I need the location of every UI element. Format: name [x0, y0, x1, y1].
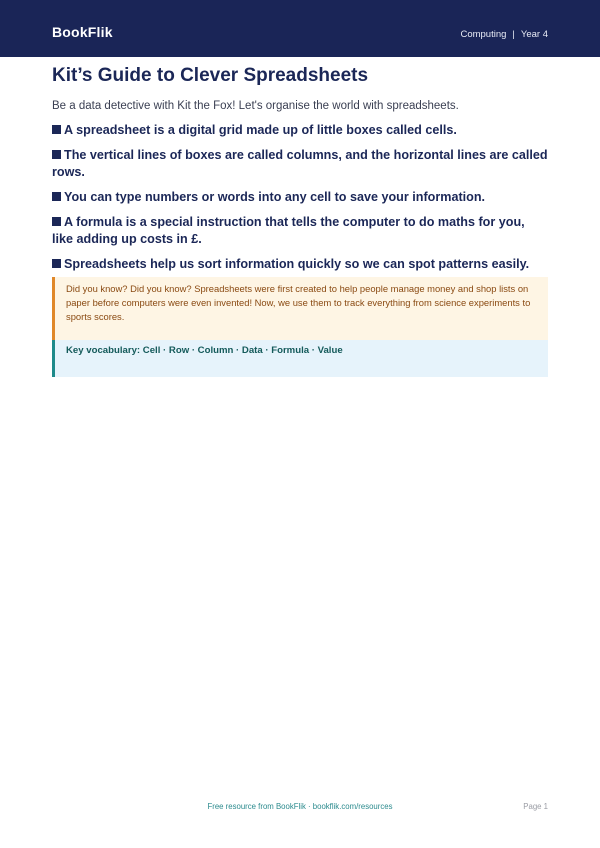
key-point: [52, 214, 548, 248]
key-point: [52, 256, 548, 273]
key-vocabulary-box: Key vocabulary: Cell · Row · Column · Data · Formula · Value: [52, 340, 548, 377]
key-points-list: [52, 122, 548, 281]
key-point: [52, 147, 548, 181]
subject-label: Computing: [460, 29, 507, 40]
footer-resource-link[interactable]: Free resource from BookFlik · bookflik.com/resources: [207, 802, 393, 811]
page-header: [0, 0, 600, 57]
square-bullet-icon: [52, 192, 61, 201]
square-bullet-icon: [52, 217, 61, 226]
square-bullet-icon: [52, 259, 61, 268]
key-point-text: Spreadsheets help us sort information quickly so we can spot patterns easily.: [64, 257, 530, 271]
key-point: [52, 122, 548, 139]
square-bullet-icon: [52, 150, 61, 159]
key-point-text: A spreadsheet is a digital grid made up of little boxes called cells.: [64, 123, 457, 137]
key-point-text: The vertical lines of boxes are called columns, and the horizontal lines are called rows.: [52, 148, 548, 179]
brand-logo-text[interactable]: BookFlik: [52, 24, 113, 40]
header-meta: [460, 29, 548, 40]
key-point: [52, 189, 548, 206]
did-you-know-box: Did you know? Did you know? Spreadsheets were first created to help people manage money and shop lists on paper before computers were even invented! Now, we use them to track everything from science experiments to sports scores.: [52, 277, 548, 340]
page-title: Kit’s Guide to Clever Spreadsheets: [52, 65, 369, 86]
year-label: Year 4: [520, 29, 548, 40]
intro-text: Be a data detective with Kit the Fox! Let's organise the world with spreadsheets.: [52, 100, 459, 112]
page-number: Page 1: [523, 802, 548, 811]
square-bullet-icon: [52, 125, 61, 134]
meta-separator: |: [512, 29, 515, 40]
key-point-text: A formula is a special instruction that tells the computer to do maths for you, like adding up costs in £.: [52, 215, 525, 246]
key-point-text: You can type numbers or words into any cell to save your information.: [64, 190, 486, 204]
